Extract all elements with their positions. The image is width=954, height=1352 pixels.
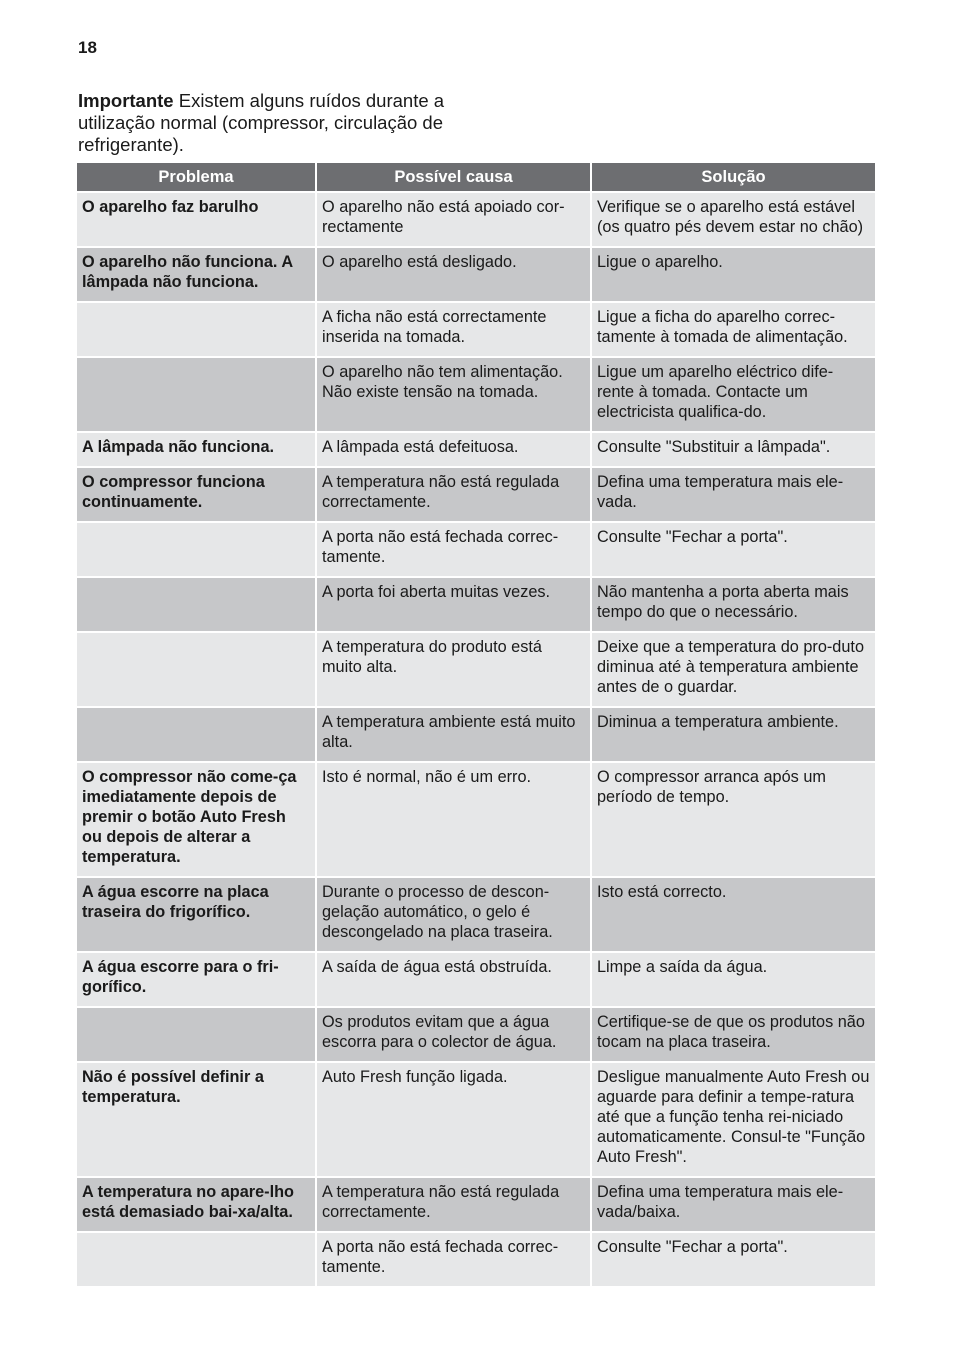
problem-cell: O aparelho não funciona. A lâmpada não funciona. — [77, 247, 316, 302]
cause-cell: A temperatura do produto está muito alta. — [316, 632, 591, 707]
table-row — [77, 522, 875, 577]
table-row — [77, 952, 875, 1007]
intro-text: Existem alguns ruídos durante a utilização normal (compressor, circulação de refrigerante). — [78, 90, 445, 155]
table-row — [77, 707, 875, 762]
table-row — [77, 1177, 875, 1232]
problem-cell: O aparelho faz barulho — [77, 192, 316, 247]
header-cause: Possível causa — [316, 163, 591, 192]
table-row — [77, 877, 875, 952]
cause-cell: Isto é normal, não é um erro. — [316, 762, 591, 877]
table-row — [77, 247, 875, 302]
solution-cell: Defina uma temperatura mais ele-vada. — [591, 467, 875, 522]
solution-cell: Deixe que a temperatura do pro-duto diminua até à temperatura ambiente antes de o guardar. — [591, 632, 875, 707]
cause-cell: A porta não está fechada correc-tamente. — [316, 1232, 591, 1286]
solution-cell: Consulte "Substituir a lâmpada". — [591, 432, 875, 467]
solution-cell: Limpe a saída da água. — [591, 952, 875, 1007]
solution-cell: Defina uma temperatura mais ele-vada/baixa. — [591, 1177, 875, 1232]
cause-cell: O aparelho não está apoiado cor-rectamente — [316, 192, 591, 247]
problem-cell: Não é possível definir a temperatura. — [77, 1062, 316, 1177]
problem-cell: O compressor funciona continuamente. — [77, 467, 316, 522]
cause-cell: A porta foi aberta muitas vezes. — [316, 577, 591, 632]
table-row — [77, 1062, 875, 1177]
table-row — [77, 467, 875, 522]
solution-cell: Diminua a temperatura ambiente. — [591, 707, 875, 762]
problem-cell — [77, 357, 316, 432]
table-row — [77, 302, 875, 357]
intro-note — [78, 90, 478, 156]
problem-cell — [77, 707, 316, 762]
solution-cell: Ligue um aparelho eléctrico dife-rente à tomada. Contacte um electricista qualifica-do. — [591, 357, 875, 432]
cause-cell: Durante o processo de descon-gelação automático, o gelo é descongelado na placa traseira. — [316, 877, 591, 952]
troubleshooting-table — [77, 163, 875, 1286]
problem-cell: O compressor não come-ça imediatamente depois de premir o botão Auto Fresh ou depois de alterar a temperatura. — [77, 762, 316, 877]
cause-cell: A temperatura não está regulada correctamente. — [316, 467, 591, 522]
problem-cell: A temperatura no apare-lho está demasiado bai-xa/alta. — [77, 1177, 316, 1232]
solution-cell: Certifique-se de que os produtos não tocam na placa traseira. — [591, 1007, 875, 1062]
cause-cell: O aparelho não tem alimentação. Não existe tensão na tomada. — [316, 357, 591, 432]
solution-cell: Isto está correcto. — [591, 877, 875, 952]
solution-cell: Consulte "Fechar a porta". — [591, 522, 875, 577]
cause-cell: Os produtos evitam que a água escorra para o colector de água. — [316, 1007, 591, 1062]
solution-cell: Verifique se o aparelho está estável (os quatro pés devem estar no chão) — [591, 192, 875, 247]
problem-cell: A água escorre para o fri-gorífico. — [77, 952, 316, 1007]
cause-cell: A lâmpada está defeituosa. — [316, 432, 591, 467]
cause-cell: A ficha não está correctamente inserida na tomada. — [316, 302, 591, 357]
problem-cell — [77, 1232, 316, 1286]
problem-cell — [77, 522, 316, 577]
table-row — [77, 192, 875, 247]
header-solution: Solução — [591, 163, 875, 192]
table-row — [77, 1007, 875, 1062]
problem-cell — [77, 577, 316, 632]
solution-cell: Desligue manualmente Auto Fresh ou aguarde para definir a tempe-ratura até que a função tenha rei-niciado automaticamente. Consul-te "Função Auto Fresh". — [591, 1062, 875, 1177]
problem-cell — [77, 632, 316, 707]
table-row — [77, 577, 875, 632]
cause-cell: A temperatura não está regulada correctamente. — [316, 1177, 591, 1232]
table-body — [77, 192, 875, 1286]
table-row — [77, 432, 875, 467]
cause-cell: O aparelho está desligado. — [316, 247, 591, 302]
solution-cell: O compressor arranca após um período de tempo. — [591, 762, 875, 877]
table-header-row — [77, 163, 875, 192]
solution-cell: Consulte "Fechar a porta". — [591, 1232, 875, 1286]
header-problem: Problema — [77, 163, 316, 192]
cause-cell: Auto Fresh função ligada. — [316, 1062, 591, 1177]
table-row — [77, 762, 875, 877]
cause-cell: A temperatura ambiente está muito alta. — [316, 707, 591, 762]
intro-lead: Importante — [78, 90, 174, 111]
page-number: 18 — [78, 38, 97, 57]
problem-cell — [77, 1007, 316, 1062]
problem-cell: A lâmpada não funciona. — [77, 432, 316, 467]
problem-cell — [77, 302, 316, 357]
cause-cell: A saída de água está obstruída. — [316, 952, 591, 1007]
solution-cell: Não mantenha a porta aberta mais tempo do que o necessário. — [591, 577, 875, 632]
cause-cell: A porta não está fechada correc-tamente. — [316, 522, 591, 577]
table-row — [77, 1232, 875, 1286]
table-row — [77, 357, 875, 432]
solution-cell: Ligue a ficha do aparelho correc-tamente à tomada de alimentação. — [591, 302, 875, 357]
solution-cell: Ligue o aparelho. — [591, 247, 875, 302]
table-row — [77, 632, 875, 707]
problem-cell: A água escorre na placa traseira do frigorífico. — [77, 877, 316, 952]
